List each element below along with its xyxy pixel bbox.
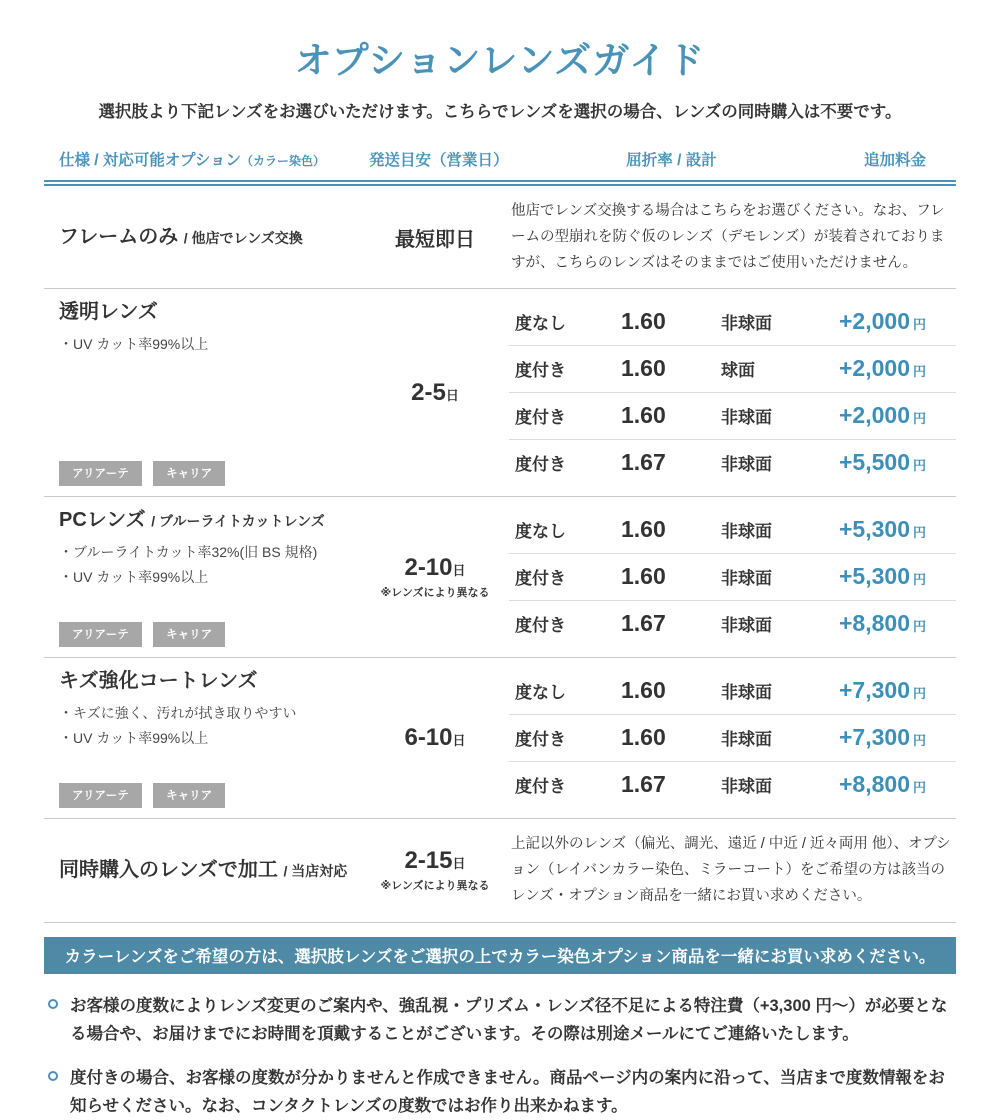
option-design: 球面 [721,361,755,381]
lens-option-row [509,554,956,601]
option-power: 度付き [515,569,566,589]
option-power: 度付き [515,730,566,750]
shipping-note: ※レンズにより異なる [380,880,490,893]
table-row-scratch-coat-lens: キズ強化コートレンズ ・キズに強く、汚れが拭き取りやすい ・UV カット率99%以上 アリアーテ キャリア 6-10日 度なし 1.60 非球面 +7,300 円 度付き 1.60 非球面 +7,300 円 度付き 1.67 非球面 +8,800 円 [44,658,956,819]
lens-option-row [509,762,956,808]
table-row-clear-lens: 透明レンズ ・UV カット率99%以上 アリアーテ キャリア 2-5日 度なし 1.60 非球面 +2,000 円 度付き 1.60 球面 +2,000 円 度付き 1.60 非球面 +2,000 円 度付き 1.67 非球面 +5,500 円 [44,289,956,497]
row-title: フレームのみ / 他店でレンズ交換 [59,226,303,249]
shipping-time: 最短即日 [395,228,475,251]
option-power: 度なし [515,522,566,542]
option-design: 非球面 [721,683,772,703]
header-refraction: 屈折率 / 設計 [626,152,717,169]
option-price: +2,000 円 [839,402,927,429]
option-design: 非球面 [721,455,772,475]
table-row-pc-lens: PCレンズ / ブルーライトカットレンズ ・ブルーライトカット率32%(旧 BS 規格) ・UV カット率99%以上 アリアーテ キャリア 2-10日 ※レンズにより異なる 度なし 1.60 非球面 +5,300 円 度付き 1.60 非球面 +5,300 円 度付き 1.67 非球面 +8,800 円 [44,497,956,658]
option-price: +2,000 円 [839,308,927,335]
option-price: +7,300 円 [839,724,927,751]
option-index: 1.60 [621,355,666,382]
option-power: 度付き [515,777,566,797]
page-subtitle: 選択肢より下記レンズをお選びいただけます。こちらでレンズを選択の場合、レンズの同時購入は不要です。 [98,103,902,121]
option-price: +5,300 円 [839,563,927,590]
option-index: 1.60 [621,516,666,543]
option-price: +8,800 円 [839,610,927,637]
badge-ariate: アリアーテ [59,783,142,808]
row-bullet: ・UV カット率99%以上 [59,730,209,747]
row-title: 同時購入のレンズで加工 / 当店対応 [59,859,348,882]
row-description: 他店でレンズ交換する場合はこちらをお選びください。なお、フレームの型崩れを防ぐ仮のレンズ（デモレンズ）が装着されておりますが、こちらのレンズはそのままではご使用いただけません。 [511,203,945,272]
shipping-time: 6-10 [404,724,453,752]
option-index: 1.60 [621,308,666,335]
lens-option-guide [44,0,956,1120]
lens-option-row [509,393,956,440]
option-price: +5,500 円 [839,449,927,476]
option-price: +5,300 円 [839,516,927,543]
option-index: 1.60 [621,402,666,429]
option-index: 1.67 [621,449,666,476]
option-price: +7,300 円 [839,677,927,704]
option-power: 度付き [515,455,566,475]
option-design: 非球面 [721,569,772,589]
row-description: 上記以外のレンズ（偏光、調光、遠近 / 中近 / 近々両用 他）、オプション（レイバンカラー染色、ミラーコート）をご希望の方は該当のレンズ・オプション商品を一緒にお買い求めください。 [511,836,951,905]
option-index: 1.60 [621,677,666,704]
row-title: キズ強化コートレンズ [59,670,258,693]
option-power: 度なし [515,314,566,334]
header-price: 追加料金 [863,152,926,169]
badge-carrier: キャリア [153,461,225,486]
option-design: 非球面 [721,730,772,750]
row-title: 透明レンズ [59,301,158,324]
option-design: 非球面 [721,777,772,797]
lens-option-row [509,507,956,554]
badge-ariate: アリアーテ [59,461,142,486]
color-lens-banner: カラーレンズをご希望の方は、選択肢レンズをご選択の上でカラー染色オプション商品を一緒にお買い求めください。 [44,937,956,974]
row-bullet: ・キズに強く、汚れが拭き取りやすい [59,705,297,722]
header-spec-note: （カラー染色） [241,154,326,168]
option-index: 1.60 [621,724,666,751]
row-bullet: ・UV カット率99%以上 [59,569,209,586]
note-item: お客様の度数によりレンズ変更のご案内や、強乱視・プリズム・レンズ径不足による特注費（+3,300 円〜）が必要となる場合や、お届けまでにお時間を頂戴することがございます。その際は別途メールにてご連絡いたします。 [44,992,956,1048]
table-row-frame-only [44,186,956,289]
shipping-note: ※レンズにより異なる [380,587,490,600]
header-spec: 仕様 / 対応可能オプション（カラー染色） [59,152,326,169]
circle-bullet-icon [48,999,58,1009]
option-design: 非球面 [721,408,772,428]
badge-carrier: キャリア [153,783,225,808]
table-row-simultaneous-purchase: 同時購入のレンズで加工 / 当店対応 2-15日 ※レンズにより異なる 上記以外のレンズ（偏光、調光、遠近 / 中近 / 近々両用 他）、オプション（レイバンカラー染色、ミラーコート）をご希望の方は該当のレンズ・オプション商品を一緒にお買い求めください。 [44,819,956,922]
row-bullet: ・UV カット率99%以上 [59,336,209,353]
option-price: +2,000 円 [839,355,927,382]
option-power: 度付き [515,616,566,636]
option-index: 1.67 [621,610,666,637]
page-title: オプションレンズガイド [294,40,706,81]
option-design: 非球面 [721,522,772,542]
option-design: 非球面 [721,616,772,636]
lens-option-row [509,668,956,715]
badge-carrier: キャリア [153,622,225,647]
header-shipping: 発送目安（営業日） [369,152,509,169]
lens-option-row [509,715,956,762]
lens-option-row [509,299,956,346]
option-index: 1.60 [621,563,666,590]
row-title: PCレンズ / ブルーライトカットレンズ [59,509,325,532]
shipping-time: 2-10 [404,554,453,582]
notes [44,992,956,1120]
option-power: 度付き [515,361,566,381]
option-design: 非球面 [721,314,772,334]
option-price: +8,800 円 [839,771,927,798]
lens-option-row [509,346,956,393]
circle-bullet-icon [48,1071,58,1081]
lens-option-row [509,440,956,486]
shipping-time: 2-5 [411,378,446,406]
option-power: 度付き [515,408,566,428]
badge-ariate: アリアーテ [59,622,142,647]
row-bullet: ・ブルーライトカット率32%(旧 BS 規格) [59,544,318,561]
table-header-row [44,148,956,180]
lens-option-row [509,601,956,647]
shipping-time: 2-15 [404,847,453,875]
note-item: 度付きの場合、お客様の度数が分かりませんと作成できません。商品ページ内の案内に沿って、当店まで度数情報をお知らせください。なお、コンタクトレンズの度数ではお作り出来かねます。 [44,1064,956,1120]
option-index: 1.67 [621,771,666,798]
option-power: 度なし [515,683,566,703]
